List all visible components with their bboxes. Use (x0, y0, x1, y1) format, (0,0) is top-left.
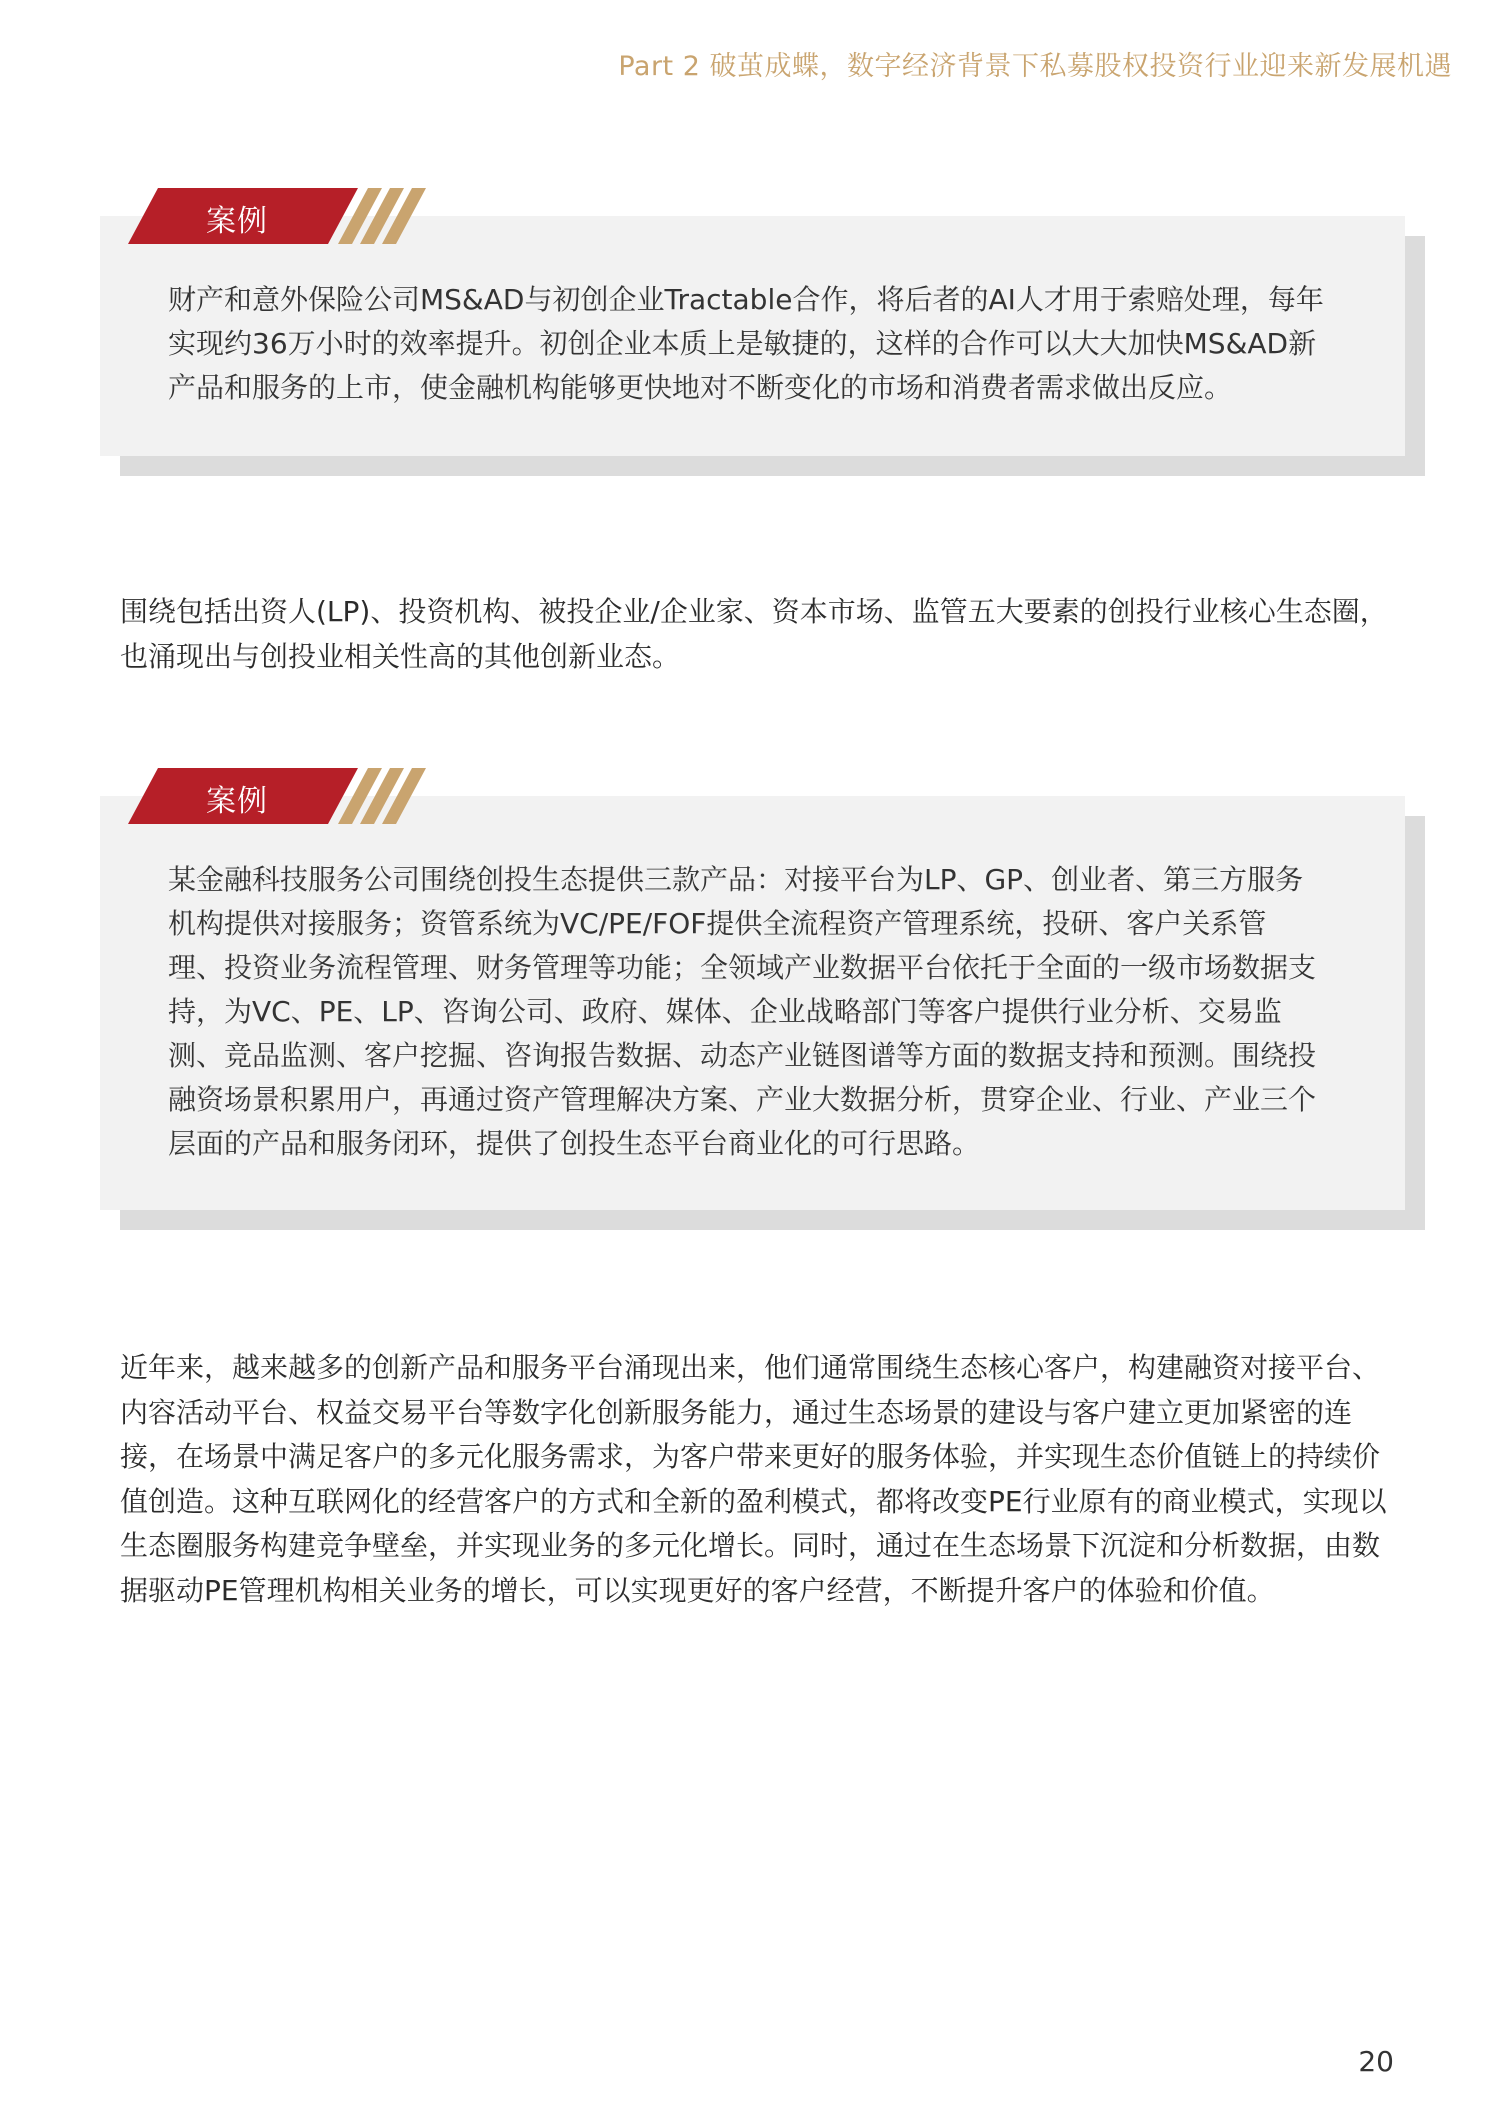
case-tag-label: 案例 (206, 204, 268, 239)
case-text-line: 层面的产品和服务闭环，提供了创投生态平台商业化的可行思路。 (168, 1127, 981, 1160)
case-tag (128, 188, 468, 244)
case-box-2 (100, 784, 1405, 1210)
paragraph-line: 内容活动平台、权益交易平台等数字化创新服务能力，通过生态场景的建设与客户建立更加紧密的连 (120, 1395, 1353, 1429)
paragraph-line: 据驱动PE管理机构相关业务的增长，可以实现更好的客户经营，不断提升客户的体验和价值。 (120, 1573, 1275, 1607)
paragraph-line: 围绕包括出资人(LP)、投资机构、被投企业/企业家、资本市场、监管五大要素的创投行业核心生态圈， (120, 595, 1388, 628)
case-tag-ribbon-icon (128, 188, 468, 244)
case-text (168, 278, 1343, 410)
page-number: 20 (1358, 2045, 1394, 2078)
case-text-line: 测、竞品监测、客户挖掘、咨询报告数据、动态产业链图谱等方面的数据支持和预测。围绕投 (168, 1039, 1317, 1072)
paragraph-line: 接，在场景中满足客户的多元化服务需求，为客户带来更好的服务体验，并实现生态价值链上的持续价 (120, 1440, 1381, 1473)
page-header-title: Part 2 破茧成蝶，数字经济背景下私募股权投资行业迎来新发展机遇 (618, 51, 1452, 82)
paragraph-line: 也涌现出与创投业相关性高的其他创新业态。 (120, 639, 681, 673)
case-text-line: 机构提供对接服务；资管系统为VC/PE/FOF提供全流程资产管理系统，投研、客户关系管 (168, 907, 1267, 940)
paragraph-line: 值创造。这种互联网化的经营客户的方式和全新的盈利模式，都将改变PE行业原有的商业模式，实现以 (120, 1484, 1387, 1518)
case-text (168, 858, 1343, 1166)
case-text-line: 财产和意外保险公司MS&AD与初创企业Tractable合作，将后者的AI人才用于索赔处理，每年 (168, 283, 1324, 316)
case-tag (128, 768, 468, 824)
paragraph-line: 生态圈服务构建竞争壁垒，并实现业务的多元化增长。同时，通过在生态场景下沉淀和分析数据，由数 (120, 1529, 1381, 1562)
case-tag-ribbon-icon (128, 768, 468, 824)
case-text-line: 产品和服务的上市，使金融机构能够更快地对不断变化的市场和消费者需求做出反应。 (168, 371, 1233, 404)
case-text-line: 融资场景积累用户，再通过资产管理解决方案、产业大数据分析，贯穿企业、行业、产业三个 (168, 1083, 1317, 1116)
case-text-line: 理、投资业务流程管理、财务管理等功能；全领域产业数据平台依托于全面的一级市场数据支 (168, 951, 1317, 984)
case-text-line: 持，为VC、PE、LP、咨询公司、政府、媒体、企业战略部门等客户提供行业分析、交易监 (168, 995, 1282, 1028)
case-text-line: 某金融科技服务公司围绕创投生态提供三款产品：对接平台为LP、GP、创业者、第三方服务 (168, 863, 1304, 896)
paragraph-line: 近年来，越来越多的创新产品和服务平台涌现出来，他们通常围绕生态核心客户，构建融资对接平台、 (120, 1351, 1381, 1384)
body-paragraph-2 (120, 1346, 1388, 1613)
case-text-line: 实现约36万小时的效率提升。初创企业本质上是敏捷的，这样的合作可以大大加快MS&AD新 (168, 327, 1317, 360)
case-box-1 (100, 204, 1405, 456)
case-tag-label: 案例 (206, 784, 268, 819)
body-paragraph-1 (120, 590, 1388, 679)
